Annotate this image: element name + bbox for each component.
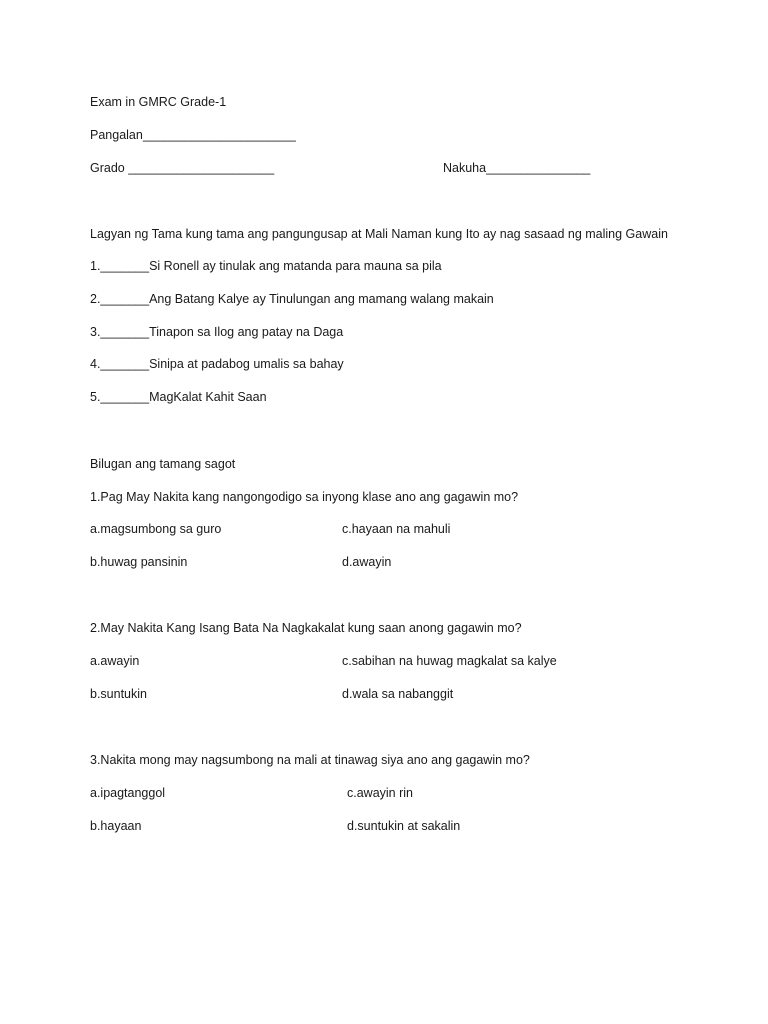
q1-option-b: b.huwag pansinin <box>90 555 188 569</box>
part1-item-4: 4._______Sinipa at padabog umalis sa bahay <box>90 357 344 371</box>
q1-option-d: d.awayin <box>342 555 392 569</box>
q3-option-b: b.hayaan <box>90 819 142 833</box>
part2-instruction: Bilugan ang tamang sagot <box>90 457 236 471</box>
part1-instruction: Lagyan ng Tama kung tama ang pangungusap at Mali Naman kung Ito ay nag sasaad ng maling Gawain <box>90 227 668 241</box>
question-1: 1.Pag May Nakita kang nangongodigo sa inyong klase ano ang gagawin mo? <box>90 490 519 504</box>
q1-option-a: a.magsumbong sa guro <box>90 522 222 536</box>
q3-option-a: a.ipagtanggol <box>90 786 166 800</box>
q3-option-d: d.suntukin at sakalin <box>347 819 461 833</box>
q3-option-c: c.awayin rin <box>347 786 413 800</box>
part1-item-5: 5._______MagKalat Kahit Saan <box>90 390 267 404</box>
q2-option-d: d.wala sa nabanggit <box>342 687 454 701</box>
question-2: 2.May Nakita Kang Isang Bata Na Nagkakalat kung saan anong gagawin mo? <box>90 621 522 635</box>
q2-option-b: b.suntukin <box>90 687 147 701</box>
grade-field: Grado _____________________ <box>90 161 275 175</box>
question-3: 3.Nakita mong may nagsumbong na mali at tinawag siya ano ang gagawin mo? <box>90 753 530 767</box>
score-field: Nakuha_______________ <box>443 161 591 175</box>
q2-option-a: a.awayin <box>90 654 140 668</box>
part1-item-1: 1._______Si Ronell ay tinulak ang matanda para mauna sa pila <box>90 259 442 273</box>
q1-option-c: c.hayaan na mahuli <box>342 522 451 536</box>
exam-title: Exam in GMRC Grade-1 <box>90 95 227 109</box>
q2-option-c: c.sabihan na huwag magkalat sa kalye <box>342 654 557 668</box>
part1-item-3: 3._______Tinapon sa Ilog ang patay na Daga <box>90 325 344 339</box>
part1-item-2: 2._______Ang Batang Kalye ay Tinulungan ang mamang walang makain <box>90 292 494 306</box>
name-field: Pangalan______________________ <box>90 128 296 142</box>
